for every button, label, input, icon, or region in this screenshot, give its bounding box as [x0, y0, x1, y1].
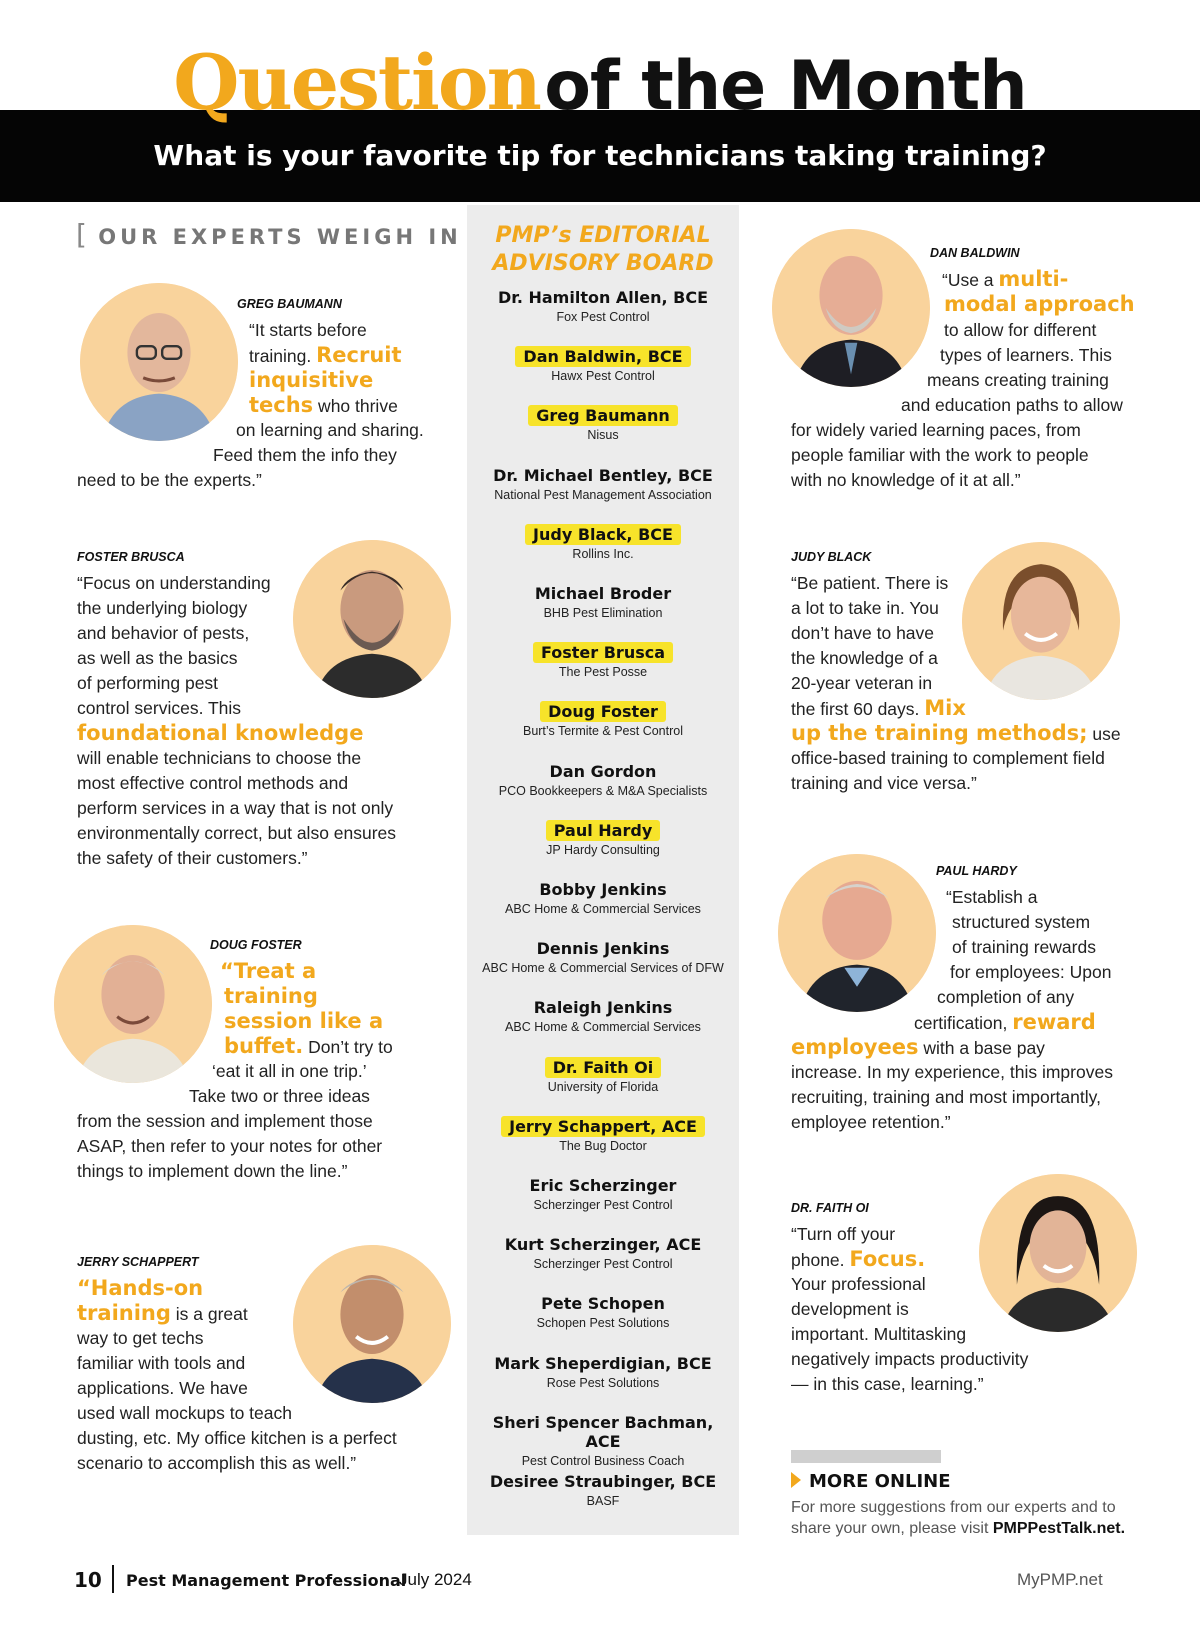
quote-line: most effective control methods and [77, 773, 349, 793]
quote-highlight: reward [1012, 1010, 1096, 1034]
board-member [467, 1412, 739, 1468]
board-member [467, 405, 739, 442]
board-member-name: Sheri Spencer Bachman, ACE [492, 1412, 714, 1451]
quote-line: types of learners. This [940, 345, 1112, 365]
quote-line: negatively impacts productivity [791, 1349, 1029, 1369]
quote-name-black: JUDY BLACK [791, 550, 872, 564]
board-member-name: Dr. Michael Bentley, BCE [493, 465, 713, 485]
quote-line: “It starts before [249, 320, 367, 340]
quote-line: things to implement down the line.” [77, 1161, 348, 1181]
quote-line: ‘eat it all in one trip.’ [212, 1061, 367, 1081]
board-member-org: University of Florida [547, 1079, 659, 1094]
quote-line: increase. In my experience, this improves [791, 1062, 1113, 1082]
board-member-name: Dan Baldwin, BCE [515, 346, 690, 367]
board-member [467, 701, 739, 738]
board-member [467, 1293, 739, 1330]
board-member-name: Jerry Schappert, ACE [501, 1116, 705, 1137]
quote-highlight: training [77, 1301, 171, 1325]
board-member-name: Eric Scherzinger [529, 1176, 677, 1195]
board-member-name: Raleigh Jenkins [533, 998, 673, 1018]
board-member [467, 820, 739, 857]
board-member-org: Burt’s Termite & Pest Control [522, 724, 684, 739]
quote-line [77, 1275, 203, 1302]
board-member [467, 642, 739, 679]
quote-line: and education paths to allow [901, 395, 1123, 415]
quote-line: way to get techs [77, 1328, 204, 1348]
quote-name-foster: DOUG FOSTER [210, 938, 302, 952]
quote-line: of performing pest [77, 673, 219, 693]
board-member-org: The Pest Posse [558, 665, 648, 680]
board-member-name: Paul Hardy [546, 820, 661, 841]
more-online-bar [791, 1450, 941, 1463]
quote-line: — in this case, learning.” [791, 1374, 984, 1394]
board-title-line2: ADVISORY BOARD [492, 251, 714, 276]
board-member-name: Kurt Scherzinger, ACE [504, 1235, 702, 1255]
board-member [467, 1175, 739, 1212]
board-member-org: Rollins Inc. [572, 546, 634, 561]
board-member-name: Dennis Jenkins [536, 939, 670, 959]
board-member-name: Doug Foster [540, 701, 666, 722]
board-member [467, 465, 739, 502]
board-member [467, 879, 739, 916]
question-subtitle: What is your favorite tip for technicians taking training? [153, 139, 1047, 172]
quote-highlight: multi- [998, 267, 1069, 291]
quote-highlight: Focus. [849, 1247, 926, 1271]
board-member-org: Fox Pest Control [556, 310, 650, 324]
quote-line: applications. We have [77, 1378, 248, 1398]
board-member [467, 524, 739, 561]
board-member-org: ABC Home & Commercial Services [505, 902, 701, 916]
quote-line: office-based training to complement field [791, 748, 1105, 768]
quote-line: completion of any [937, 987, 1075, 1007]
photo-faith-oi [979, 1174, 1137, 1332]
quote-line: for widely varied learning paces, from [791, 420, 1081, 440]
quote-name-oi: DR. FAITH OI [791, 1201, 869, 1215]
board-member [467, 583, 739, 620]
quote-line: perform services in a way that is not only [77, 798, 394, 818]
quote-line: employee retention.” [791, 1112, 951, 1132]
quote-line [249, 367, 373, 394]
board-member [467, 1234, 739, 1271]
quote-line: training. Recruit [249, 343, 402, 367]
quote-line: training and vice versa.” [791, 773, 977, 793]
board-member-org: Scherzinger Pest Control [533, 1198, 673, 1212]
more-online-heading [791, 1471, 951, 1492]
more-online-link[interactable]: PMPPestTalk.net. [992, 1520, 1126, 1537]
quote-line: “Use a multi- [942, 267, 1069, 291]
footer-divider [112, 1565, 114, 1593]
quote-line: a lot to take in. You [791, 598, 939, 618]
quote-line: will enable technicians to choose the [77, 748, 362, 768]
quote-highlight: foundational knowledge [77, 721, 364, 745]
quote-line: as well as the basics [77, 648, 238, 668]
board-member-org: JP Hardy Consulting [546, 842, 660, 857]
more-online-heading-text: MORE ONLINE [809, 1471, 951, 1492]
board-member-name: Greg Baumann [528, 405, 678, 426]
board-member-org: Nisus [587, 428, 619, 443]
quote-line [220, 958, 316, 985]
board-member-org: Rose Pest Solutions [546, 1375, 660, 1390]
quote-highlight: modal approach [944, 292, 1135, 316]
quote-line: people familiar with the work to people [791, 445, 1089, 465]
board-member [467, 761, 739, 798]
quote-line: the underlying biology [77, 598, 248, 618]
quote-line: with no knowledge of it at all.” [791, 470, 1021, 490]
board-member-org: BASF [586, 1494, 620, 1508]
quote-highlight: up the training methods; [791, 721, 1088, 745]
quote-line: on learning and sharing. [236, 420, 424, 440]
quote-line: phone. Focus. [791, 1247, 926, 1271]
quote-line: of training rewards [952, 937, 1096, 957]
quote-line: recruiting, training and most importantly, [791, 1087, 1101, 1107]
quote-line: control services. This [77, 698, 242, 718]
photo-greg-baumann [80, 283, 238, 441]
quote-name-baumann: GREG BAUMANN [237, 297, 342, 311]
board-member-org: Pest Control Business Coach [521, 1453, 685, 1468]
board-member [467, 1353, 739, 1390]
quote-line: development is [791, 1299, 909, 1319]
board-member-name: Dr. Faith Oi [545, 1057, 662, 1078]
quote-line: techs who thrive [249, 393, 398, 417]
quote-name-baldwin: DAN BALDWIN [930, 246, 1020, 260]
board-member-org: The Bug Doctor [559, 1138, 647, 1153]
quote-line [77, 720, 363, 747]
board-member-name: Pete Schopen [541, 1294, 665, 1314]
photo-jerry-schappert [293, 1245, 451, 1403]
quote-line: 20-year veteran in [791, 673, 933, 693]
experts-label: [ OUR EXPERTS WEIGH IN [76, 218, 462, 251]
quote-line: the knowledge of a [791, 648, 938, 668]
board-member-org: Schopen Pest Solutions [536, 1316, 670, 1331]
quote-line: familiar with tools and [77, 1353, 246, 1373]
magazine-name: Pest Management Professional [126, 1571, 407, 1590]
quote-line: Take two or three ideas [189, 1086, 370, 1106]
quote-line: structured system [952, 912, 1091, 932]
issue-date: July 2024 [399, 1570, 472, 1589]
board-member [467, 938, 739, 975]
photo-paul-hardy [778, 854, 936, 1012]
quote-line: “Focus on understanding [77, 573, 271, 593]
quote-line [224, 1008, 383, 1035]
quote-name-hardy: PAUL HARDY [936, 864, 1017, 878]
quote-line: to allow for different [944, 320, 1097, 340]
quote-highlight: training [224, 984, 318, 1008]
website[interactable]: MyPMP.net [1017, 1570, 1103, 1589]
quote-line: buffet. Don’t try to [224, 1034, 393, 1058]
board-member-name: Dr. Hamilton Allen, BCE [497, 288, 709, 307]
board-member [467, 346, 739, 383]
quote-name-schappert: JERRY SCHAPPERT [77, 1255, 199, 1269]
board-member [467, 1116, 739, 1153]
board-member-name: Mark Sheperdigian, BCE [494, 1353, 712, 1373]
quote-line: environmentally correct, but also ensures [77, 823, 397, 843]
board-member [467, 997, 739, 1034]
quote-line: need to be the experts.” [77, 470, 262, 490]
quote-line: certification, reward [914, 1010, 1096, 1034]
photo-foster-brusca [293, 540, 451, 698]
page-number: 10 [74, 1568, 102, 1592]
quote-highlight: employees [791, 1035, 919, 1059]
board-member-name: Dan Gordon [549, 761, 657, 781]
board-member-org: Scherzinger Pest Control [533, 1257, 673, 1272]
board-member-org: ABC Home & Commercial Services of DFW [482, 961, 724, 976]
quote-line: dusting, etc. My office kitchen is a perfect [77, 1428, 397, 1448]
board-member [467, 1057, 739, 1094]
quote-line [944, 291, 1135, 318]
quote-line: “Turn off your [791, 1224, 896, 1244]
quote-highlight: “Treat a [220, 959, 317, 983]
title-rest: of the Month [544, 47, 1027, 126]
quote-line: “Establish a [946, 887, 1038, 907]
advisory-board-title [467, 222, 739, 278]
play-triangle-icon [791, 1472, 801, 1488]
quote-line: the safety of their customers.” [77, 848, 308, 868]
board-title-line1: PMP’s EDITORIAL [495, 223, 711, 248]
board-member-name: Bobby Jenkins [539, 880, 667, 899]
more-online-text: For more suggestions from our experts and to share your own, please visit PMPPestTalk.net. [791, 1499, 1126, 1537]
quote-line: Feed them the info they [213, 445, 397, 465]
quote-line: ASAP, then refer to your notes for other [77, 1136, 383, 1156]
quote-name-brusca: FOSTER BRUSCA [77, 550, 185, 564]
quote-line: training is a great [77, 1301, 248, 1325]
quote-line: up the training methods; use [791, 721, 1121, 745]
quote-highlight: buffet. [224, 1034, 304, 1058]
quote-line: employees with a base pay [791, 1035, 1045, 1059]
board-member-org: National Pest Management Association [494, 487, 712, 502]
photo-doug-foster [54, 925, 212, 1083]
quote-line: and behavior of pests, [77, 623, 250, 643]
quote-line: don’t have to have [791, 623, 935, 643]
quote-line: means creating training [927, 370, 1109, 390]
quote-line: the first 60 days. Mix [791, 696, 966, 720]
quote-highlight: inquisitive [249, 368, 374, 392]
quote-line [224, 983, 318, 1010]
board-member-name: Foster Brusca [533, 642, 673, 663]
quote-line: Your professional [791, 1274, 926, 1294]
quote-highlight: “Hands-on [77, 1276, 204, 1300]
board-member [467, 287, 739, 324]
board-member-name: Desiree Straubinger, BCE [489, 1472, 717, 1491]
board-member-org: ABC Home & Commercial Services [505, 1020, 701, 1035]
quote-highlight: session like a [224, 1009, 384, 1033]
board-member-org: BHB Pest Elimination [543, 606, 663, 620]
quote-highlight: techs [249, 393, 314, 417]
quote-line: “Be patient. There is [791, 573, 949, 593]
title-question: Question [173, 38, 540, 127]
quote-line: important. Multitasking [791, 1324, 967, 1344]
quote-highlight: Mix [924, 696, 966, 720]
board-member [467, 1471, 739, 1508]
board-member-name: Michael Broder [534, 584, 672, 603]
quote-line: from the session and implement those [77, 1111, 373, 1131]
board-member-org: PCO Bookkeepers & M&A Specialists [498, 783, 708, 798]
page-title [0, 38, 1200, 127]
photo-judy-black [962, 542, 1120, 700]
quote-line: for employees: Upon [950, 962, 1112, 982]
board-member-name: Judy Black, BCE [525, 524, 681, 545]
quote-line: scenario to accomplish this as well.” [77, 1453, 357, 1473]
photo-dan-baldwin [772, 229, 930, 387]
quote-highlight: Recruit [316, 343, 402, 367]
board-member-org: Hawx Pest Control [551, 369, 655, 384]
experts-label-text: OUR EXPERTS WEIGH IN [98, 225, 462, 249]
quote-line: used wall mockups to teach [77, 1403, 292, 1423]
